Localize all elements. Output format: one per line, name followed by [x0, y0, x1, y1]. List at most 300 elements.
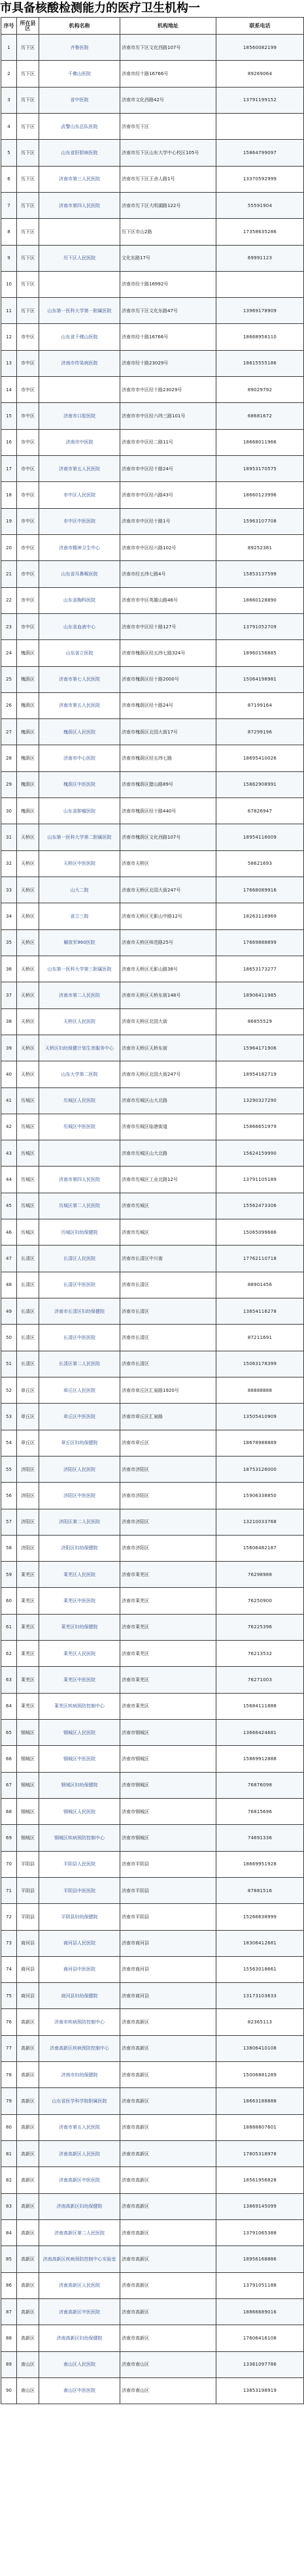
- cell-phone: 87881516: [216, 1877, 304, 1903]
- cell-name: 山东第一医科大学第三附属医院: [39, 956, 120, 982]
- cell-phone: 68681672: [216, 403, 304, 429]
- cell-phone: 18561956828: [216, 2167, 304, 2193]
- table-row: [1, 271, 304, 297]
- cell-phone: 18615555186: [216, 350, 304, 376]
- cell-name: 莱芜区中医医院: [39, 1667, 120, 1693]
- table-row: [1, 745, 304, 771]
- cell-index: 64: [1, 1693, 17, 1719]
- cell-phone: 15963107708: [216, 508, 304, 534]
- table-row: [1, 140, 304, 166]
- cell-name: 千佛山医院: [39, 61, 120, 87]
- cell-county: 商河县: [17, 1956, 39, 1982]
- cell-index: 14: [1, 377, 17, 403]
- table-row: [1, 1087, 304, 1114]
- table-row: [1, 1008, 304, 1035]
- cell-phone: 13210033768: [216, 1509, 304, 1535]
- cell-phone: 18678988889: [216, 1430, 304, 1456]
- cell-index: 48: [1, 1272, 17, 1298]
- cell-index: 35: [1, 929, 17, 956]
- cell-county: 市中区: [17, 429, 39, 455]
- table-row: [1, 350, 304, 376]
- table-row: [1, 1404, 304, 1430]
- cell-name: 长清区第二人民医院: [39, 1351, 120, 1377]
- cell-index: 79: [1, 2088, 17, 2114]
- cell-phone: 87299196: [216, 719, 304, 745]
- table-row: [1, 2351, 304, 2377]
- cell-address: 济南市济阳区: [120, 1535, 216, 1561]
- cell-name: 天桥区人民医院: [39, 1008, 120, 1035]
- cell-index: 60: [1, 1588, 17, 1614]
- cell-address: 济南市长清区: [120, 1325, 216, 1351]
- cell-index: 89: [1, 2351, 17, 2377]
- table-row: [1, 1562, 304, 1588]
- cell-address: 济南市高新区: [120, 2062, 216, 2088]
- cell-address: 济南市莱芜区: [120, 1588, 216, 1614]
- cell-index: 33: [1, 877, 17, 903]
- cell-address: 济南市高新区: [120, 2141, 216, 2167]
- cell-name: 槐荫区人民医院: [39, 719, 120, 745]
- cell-county: 市中区: [17, 508, 39, 534]
- cell-name: 济阳区中医医院: [39, 1483, 120, 1509]
- cell-county: 市中区: [17, 613, 39, 639]
- cell-address: 济南市市中区经十路127号: [120, 613, 216, 639]
- cell-county: 历下区: [17, 298, 39, 324]
- cell-county: 槐荫区: [17, 798, 39, 824]
- cell-county: 市中区: [17, 456, 39, 482]
- table-row: [1, 1588, 304, 1614]
- cell-address: 济南市天桥区无影山路38号: [120, 956, 216, 982]
- cell-index: 77: [1, 2035, 17, 2061]
- cell-index: 34: [1, 903, 17, 929]
- cell-county: 莱芜区: [17, 1614, 39, 1640]
- cell-name: 槐荫区中医医院: [39, 771, 120, 797]
- cell-phone: 13290327290: [216, 1087, 304, 1114]
- cell-address: 济南市莱芜区: [120, 1641, 216, 1667]
- table-row: [1, 298, 304, 324]
- cell-county: 历下区: [17, 219, 39, 245]
- cell-county: 天桥区: [17, 1035, 39, 1061]
- cell-index: 19: [1, 508, 17, 534]
- table-row: [1, 377, 304, 403]
- table-row: [1, 482, 304, 508]
- cell-index: 32: [1, 850, 17, 877]
- table-row: [1, 850, 304, 877]
- table-row: [1, 2325, 304, 2351]
- cell-phone: 15864799097: [216, 140, 304, 166]
- cell-name: 长清区中医医院: [39, 1325, 120, 1351]
- cell-phone: 18960156885: [216, 640, 304, 666]
- cell-address: 济南市天桥区天桥东街148号: [120, 982, 216, 1008]
- cell-address: 济南市历城区山大北路: [120, 1087, 216, 1114]
- cell-name: 济南高新区人民医院: [39, 2272, 120, 2298]
- cell-county: 高新区: [17, 2167, 39, 2193]
- table-row: [1, 824, 304, 850]
- cell-name: 钢城区人民医院: [39, 1798, 120, 1824]
- cell-index: 47: [1, 1246, 17, 1272]
- cell-phone: 15862908991: [216, 771, 304, 797]
- table-row: [1, 1061, 304, 1087]
- cell-index: 62: [1, 1641, 17, 1667]
- cell-index: 41: [1, 1087, 17, 1114]
- cell-name: 历城区中医医院: [39, 1114, 120, 1140]
- cell-address: 济南市市中区经六路43号: [120, 482, 216, 508]
- cell-county: 历下区: [17, 192, 39, 218]
- cell-index: 55: [1, 1456, 17, 1482]
- cell-name: 济南高新区第二人民医院: [39, 2219, 120, 2246]
- cell-name: 省中医院: [39, 87, 120, 113]
- cell-phone: 87199164: [216, 692, 304, 718]
- document-title: 市具备核酸检测能力的医疗卫生机构一: [0, 1, 200, 15]
- table-row: [1, 324, 304, 350]
- cell-phone: 18888807601: [216, 2114, 304, 2140]
- cell-address: 济南市莱芜区: [120, 1562, 216, 1588]
- cell-index: 88: [1, 2325, 17, 2351]
- table-row: [1, 2009, 304, 2035]
- cell-index: 63: [1, 1667, 17, 1693]
- cell-county: 历城区: [17, 1114, 39, 1140]
- cell-name: 长清区人民医院: [39, 1246, 120, 1272]
- header-address: 机构地址: [120, 18, 216, 35]
- cell-phone: 15065099686: [216, 1219, 304, 1246]
- table-row: [1, 1772, 304, 1798]
- cell-address: 济南市历下区文化东路47号: [120, 298, 216, 324]
- cell-county: 历下区: [17, 87, 39, 113]
- cell-name: 济南高新区疾病预防控制中心实验室: [39, 2246, 120, 2272]
- cell-address: 济南市莱芜区: [120, 1614, 216, 1640]
- cell-index: 10: [1, 271, 17, 297]
- cell-name: 济南市妇幼保健院: [39, 2062, 120, 2088]
- cell-county: 历城区: [17, 1219, 39, 1246]
- cell-county: 槐荫区: [17, 745, 39, 771]
- cell-index: 3: [1, 87, 17, 113]
- cell-index: 9: [1, 245, 17, 271]
- cell-phone: 87211691: [216, 1325, 304, 1351]
- cell-index: 12: [1, 324, 17, 350]
- cell-phone: 69991123: [216, 245, 304, 271]
- cell-phone: 18954116009: [216, 824, 304, 850]
- cell-index: 82: [1, 2167, 17, 2193]
- cell-name: 济南市第五人民医院: [39, 692, 120, 718]
- cell-name: 济南市口腔医院: [39, 403, 120, 429]
- cell-name: 莱芜区人民医院: [39, 1641, 120, 1667]
- cell-phone: 18668958110: [216, 324, 304, 350]
- cell-county: 高新区: [17, 2325, 39, 2351]
- cell-address: 济南市高新区: [120, 2272, 216, 2298]
- cell-address: 济南市济阳区: [120, 1509, 216, 1535]
- table-row: [1, 166, 304, 192]
- cell-county: 钢城区: [17, 1720, 39, 1746]
- cell-phone: 18660128890: [216, 587, 304, 613]
- cell-phone: 15906338850: [216, 1483, 304, 1509]
- cell-county: 历城区: [17, 1193, 39, 1219]
- cell-name: 山东省医学科学院附属医院: [39, 2088, 120, 2114]
- cell-phone: 76225396: [216, 1614, 304, 1640]
- table-row: [1, 929, 304, 956]
- cell-address: 济南市章丘区汇泉路: [120, 1404, 216, 1430]
- cell-phone: 76298988: [216, 1562, 304, 1588]
- cell-address: 济南市钢城区: [120, 1720, 216, 1746]
- table-row: [1, 219, 304, 245]
- cell-county: 商河县: [17, 1983, 39, 2009]
- table-row: [1, 1930, 304, 1956]
- table-row: [1, 2141, 304, 2167]
- cell-county: 济阳区: [17, 1535, 39, 1561]
- cell-county: 天桥区: [17, 1061, 39, 1087]
- cell-address: 济南市经五纬七路4号: [120, 561, 216, 587]
- cell-address: 济南市高新区: [120, 2035, 216, 2061]
- cell-address: 济南市高新区: [120, 2088, 216, 2114]
- table-row: [1, 1746, 304, 1772]
- cell-address: 济南市经十路16992号: [120, 271, 216, 297]
- cell-name: 济南市长清区妇幼保健院: [39, 1298, 120, 1325]
- cell-phone: 17805318978: [216, 2141, 304, 2167]
- cell-index: 26: [1, 692, 17, 718]
- cell-address: 济南市商河县: [120, 1956, 216, 1982]
- cell-county: 历城区: [17, 1167, 39, 1193]
- cell-phone: 17669888899: [216, 929, 304, 956]
- cell-county: 天桥区: [17, 1008, 39, 1035]
- cell-phone: 15684111888: [216, 1693, 304, 1719]
- table-row: [1, 1614, 304, 1640]
- cell-address: 济南市历城区工业北路12号: [120, 1167, 216, 1193]
- cell-index: 42: [1, 1114, 17, 1140]
- cell-name: 章丘区人民医院: [39, 1377, 120, 1403]
- cell-phone: 13666424681: [216, 1720, 304, 1746]
- cell-county: 槐荫区: [17, 666, 39, 692]
- table-row: [1, 1377, 304, 1403]
- institution-table: [1, 17, 304, 2404]
- cell-phone: 18906411985: [216, 982, 304, 1008]
- cell-phone: 13791052709: [216, 613, 304, 639]
- cell-index: 6: [1, 166, 17, 192]
- cell-phone: 89029792: [216, 377, 304, 403]
- cell-address: 济南市历城区: [120, 1193, 216, 1219]
- cell-address: 济南市长清区: [120, 1351, 216, 1377]
- cell-county: 天桥区: [17, 956, 39, 982]
- table-row: [1, 2088, 304, 2114]
- table-row: [1, 113, 304, 139]
- cell-index: 18: [1, 482, 17, 508]
- cell-address: 济南市高新区: [120, 2167, 216, 2193]
- cell-name: [39, 377, 120, 403]
- table-row: [1, 2246, 304, 2272]
- cell-name: 济南市疾病预防控制中心: [39, 2009, 120, 2035]
- table-row: [1, 1193, 304, 1219]
- cell-county: 历下区: [17, 245, 39, 271]
- cell-county: 高新区: [17, 2035, 39, 2061]
- cell-county: 历下区: [17, 140, 39, 166]
- cell-county: 高新区: [17, 2062, 39, 2088]
- cell-name: 山东省血液中心: [39, 613, 120, 639]
- cell-phone: 15869912888: [216, 1746, 304, 1772]
- cell-address: 济南市平阴县: [120, 1877, 216, 1903]
- table-row: [1, 1430, 304, 1456]
- cell-address: 济南市莱芜区: [120, 1667, 216, 1693]
- cell-index: 23: [1, 613, 17, 639]
- table-row: [1, 771, 304, 797]
- table-row: [1, 2062, 304, 2088]
- cell-county: 钢城区: [17, 1746, 39, 1772]
- cell-county: 槐荫区: [17, 692, 39, 718]
- table-row: [1, 1798, 304, 1824]
- cell-name: 山东省耳鼻喉医院: [39, 561, 120, 587]
- cell-address: 济南市历下区王舍人路1号: [120, 166, 216, 192]
- cell-index: 28: [1, 745, 17, 771]
- cell-index: 68: [1, 1798, 17, 1824]
- cell-name: 历城区人民医院: [39, 1087, 120, 1114]
- cell-phone: 15562473306: [216, 1193, 304, 1219]
- cell-address: 济南市经十路16766号: [120, 324, 216, 350]
- cell-phone: 17762110718: [216, 1246, 304, 1272]
- cell-address: 济南市历下区: [120, 113, 216, 139]
- table-row: [1, 561, 304, 587]
- cell-county: 天桥区: [17, 903, 39, 929]
- cell-index: 24: [1, 640, 17, 666]
- table-row: [1, 1877, 304, 1903]
- cell-index: 67: [1, 1772, 17, 1798]
- cell-phone: 18956168886: [216, 2246, 304, 2272]
- cell-name: 平阴县人民医院: [39, 1851, 120, 1877]
- table-row: [1, 1219, 304, 1246]
- table-row: [1, 1167, 304, 1193]
- cell-index: 31: [1, 824, 17, 850]
- cell-phone: 13505410909: [216, 1404, 304, 1430]
- cell-index: 22: [1, 587, 17, 613]
- table-row: [1, 1535, 304, 1561]
- cell-county: 历下区: [17, 61, 39, 87]
- cell-address: 济南市市中区经十路23029号: [120, 377, 216, 403]
- cell-index: 16: [1, 429, 17, 455]
- cell-index: 72: [1, 1904, 17, 1930]
- cell-phone: 13969178909: [216, 298, 304, 324]
- table-row: [1, 903, 304, 929]
- cell-county: 高新区: [17, 2114, 39, 2140]
- cell-index: 57: [1, 1509, 17, 1535]
- cell-county: 槐荫区: [17, 719, 39, 745]
- cell-address: 济南市历城区临港街道: [120, 1114, 216, 1140]
- cell-name: 山东省胸科医院: [39, 587, 120, 613]
- cell-address: 济南市槐荫区腊山路89号: [120, 771, 216, 797]
- cell-index: 13: [1, 350, 17, 376]
- cell-phone: 13854116278: [216, 1298, 304, 1325]
- cell-name: 济南高新区疾病预防控制中心: [39, 2035, 120, 2061]
- cell-phone: 89252381: [216, 534, 304, 560]
- cell-name: 济南市中医院: [39, 429, 120, 455]
- cell-address: 济南市经十路23029号: [120, 350, 216, 376]
- cell-name: [39, 271, 120, 297]
- cell-index: 30: [1, 798, 17, 824]
- cell-index: 44: [1, 1167, 17, 1193]
- cell-phone: 18660123996: [216, 482, 304, 508]
- cell-address: 济南市钢城区: [120, 1825, 216, 1851]
- cell-index: 52: [1, 1377, 17, 1403]
- table-row: [1, 1667, 304, 1693]
- cell-name: 齐鲁医院: [39, 35, 120, 61]
- cell-address: 济南市高新区: [120, 2009, 216, 2035]
- cell-phone: 18753126000: [216, 1456, 304, 1482]
- cell-address: 济南市槐荫区经十路24号: [120, 692, 216, 718]
- cell-phone: 15266638999: [216, 1904, 304, 1930]
- cell-phone: 74691336: [216, 1825, 304, 1851]
- table-row: [1, 798, 304, 824]
- cell-index: 65: [1, 1720, 17, 1746]
- cell-county: 章丘区: [17, 1404, 39, 1430]
- cell-county: 天桥区: [17, 824, 39, 850]
- cell-address: 济南市槐荫区经五纬七路324号: [120, 640, 216, 666]
- cell-address: 济南市市中区经六路102号: [120, 534, 216, 560]
- cell-address: 文化东路17号: [120, 245, 216, 271]
- cell-phone: 76271003: [216, 1667, 304, 1693]
- cell-name: 莱芜区疾病预防控制中心: [39, 1693, 120, 1719]
- table-row: [1, 1114, 304, 1140]
- table-row: [1, 2298, 304, 2325]
- cell-name: 山东大学第二医院: [39, 1061, 120, 1087]
- cell-address: 济南市高新区: [120, 2219, 216, 2246]
- cell-phone: 15563018661: [216, 1956, 304, 1982]
- cell-name: 钢城区疾病预防控制中心: [39, 1825, 120, 1851]
- cell-name: 钢城区妇幼保健院: [39, 1772, 120, 1798]
- cell-name: 济南高新区妇幼保健院: [39, 2325, 120, 2351]
- table-row: [1, 1720, 304, 1746]
- table-row: [1, 534, 304, 560]
- cell-phone: 18263116969: [216, 903, 304, 929]
- cell-phone: 13853198919: [216, 2377, 304, 2404]
- cell-county: 长清区: [17, 1325, 39, 1351]
- cell-address: 济南市市中区英雄山路46号: [120, 587, 216, 613]
- cell-county: 钢城区: [17, 1825, 39, 1851]
- cell-county: 长清区: [17, 1298, 39, 1325]
- cell-name: 解放军960医院: [39, 929, 120, 956]
- table-row: [1, 403, 304, 429]
- header-name: 机构名称: [39, 18, 120, 35]
- header-phone: 联系电话: [216, 18, 304, 35]
- cell-name: 济南高新区中医医院: [39, 2167, 120, 2193]
- table-row: [1, 2114, 304, 2140]
- cell-index: 37: [1, 982, 17, 1008]
- cell-address: 济南市钢城区: [120, 1798, 216, 1824]
- cell-county: 平阴县: [17, 1904, 39, 1930]
- table-row: [1, 1641, 304, 1667]
- cell-address: 济南市章丘区: [120, 1430, 216, 1456]
- cell-index: 46: [1, 1219, 17, 1246]
- cell-county: 市中区: [17, 534, 39, 560]
- cell-name: 济南市精神卫生中心: [39, 534, 120, 560]
- cell-address: 济南市历下区大明湖路122号: [120, 192, 216, 218]
- cell-index: 81: [1, 2141, 17, 2167]
- cell-county: 莱芜区: [17, 1693, 39, 1719]
- cell-name: 商河县人民医院: [39, 1930, 120, 1956]
- cell-address: 济南市济阳区: [120, 1456, 216, 1482]
- cell-name: 南山区人民医院: [39, 2351, 120, 2377]
- table-row: [1, 456, 304, 482]
- cell-address: 济南市钢城区: [120, 1746, 216, 1772]
- cell-index: 51: [1, 1351, 17, 1377]
- table-row: [1, 1456, 304, 1482]
- cell-county: 市中区: [17, 377, 39, 403]
- cell-name: 历城区第二人民医院: [39, 1193, 120, 1219]
- cell-name: 山东省肿瘤医院: [39, 798, 120, 824]
- cell-name: 南山区中医医院: [39, 2377, 120, 2404]
- cell-index: 71: [1, 1877, 17, 1903]
- table-row: [1, 1693, 304, 1719]
- cell-index: 39: [1, 1035, 17, 1061]
- cell-name: 济南市第五人民医院: [39, 2114, 120, 2140]
- cell-phone: 15624159990: [216, 1140, 304, 1167]
- table-row: [1, 666, 304, 692]
- cell-index: 69: [1, 1825, 17, 1851]
- cell-address: 济南市历下区山东大学中心校区105号: [120, 140, 216, 166]
- cell-phone: 17606416108: [216, 2325, 304, 2351]
